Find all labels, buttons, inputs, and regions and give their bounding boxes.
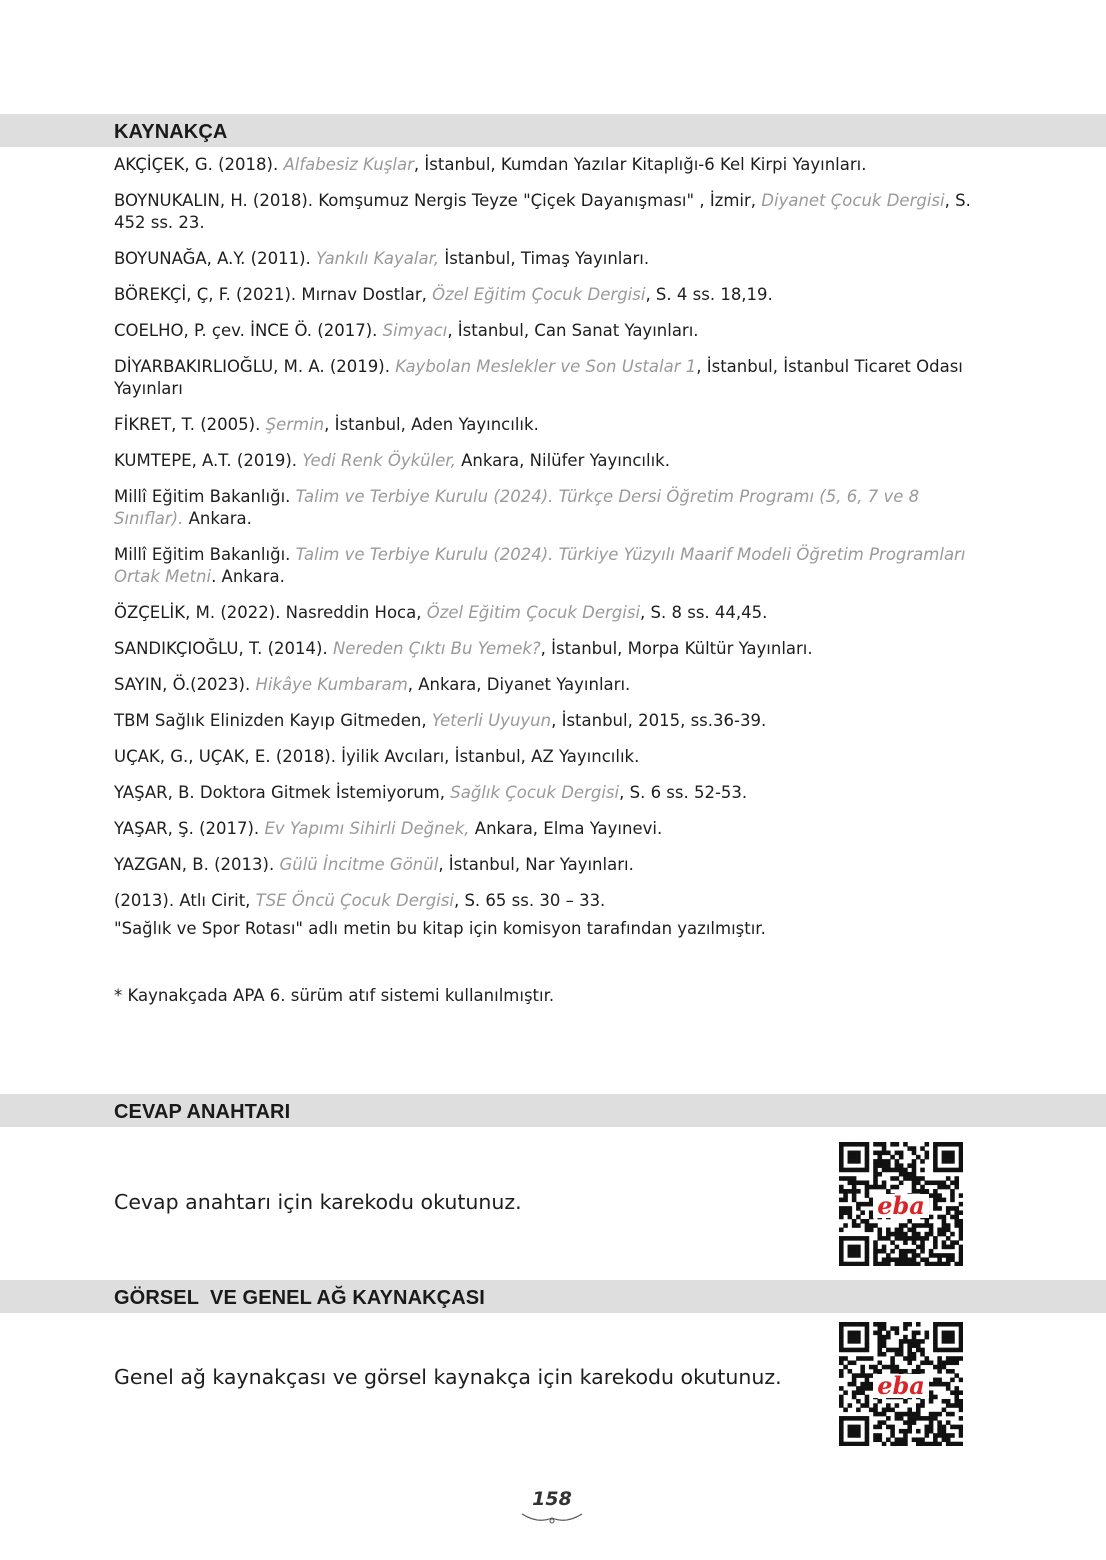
reference-text: YAZGAN, B. (2013). [114, 855, 280, 874]
reference-entry [114, 450, 984, 472]
reference-text: , S. 65 ss. 30 – 33. [453, 891, 606, 910]
reference-entry [114, 710, 984, 732]
reference-text: DİYARBAKIRLIOĞLU, M. A. (2019). [114, 357, 396, 376]
reference-text: , S. 4 ss. 18,19. [645, 285, 773, 304]
reference-text: SANDIKÇIOĞLU, T. (2014). [114, 639, 333, 658]
reference-entry [114, 746, 984, 768]
reference-text: , İstanbul, 2015, ss.36-39. [551, 711, 767, 730]
reference-entry [114, 486, 984, 530]
reference-text: BOYNUKALIN, H. (2018). Komşumuz Nergis Teyze "Çiçek Dayanışması" , İzmir, [114, 191, 762, 210]
reference-title: Alfabesiz Kuşlar [283, 155, 414, 174]
reference-text: BOYUNAĞA, A.Y. (2011). [114, 249, 316, 268]
cevap-qr-code[interactable] [839, 1142, 963, 1266]
eba-logo: eba [877, 1191, 925, 1220]
reference-text: YAŞAR, Ş. (2017). [114, 819, 265, 838]
reference-entry [114, 638, 984, 660]
reference-title: Özel Eğitim Çocuk Dergisi [426, 603, 641, 622]
reference-title: Gülü İncitme Gönül [279, 855, 439, 874]
page-number-text: 158 [532, 1488, 572, 1510]
reference-title: Yankılı Kayalar, [316, 249, 440, 268]
cevap-title: CEVAP ANAHTARI [114, 1101, 291, 1123]
reference-text: , İstanbul, İstanbul Ticaret Odası Yayınları [114, 357, 963, 398]
reference-title: Özel Eğitim Çocuk Dergisi [432, 285, 646, 304]
reference-text: YAŞAR, B. Doktora Gitmek İstemiyorum, [114, 783, 451, 802]
reference-text: . Ankara. [211, 567, 285, 586]
reference-text: İstanbul, Timaş Yayınları. [439, 249, 650, 268]
reference-text: Millî Eğitim Bakanlığı. [114, 487, 296, 506]
reference-entry [114, 918, 984, 940]
page-number [520, 1488, 584, 1532]
reference-entry [114, 890, 984, 912]
reference-entry [114, 782, 984, 804]
reference-title: Nereden Çıktı Bu Yemek? [332, 639, 541, 658]
reference-text: , İstanbul, Kumdan Yazılar Kitaplığı-6 Kel Kirpi Yayınları. [413, 155, 867, 174]
reference-title: TSE Öncü Çocuk Dergisi [255, 891, 454, 910]
reference-title: Talim ve Terbiye Kurulu (2024). Türkçe Dersi Öğretim Programı (5, 6, 7 ve 8 Sınıflar). [114, 487, 920, 528]
reference-entry [114, 674, 984, 696]
reference-text: , İstanbul, Nar Yayınları. [438, 855, 634, 874]
gorsel-title: GÖRSEL VE GENEL AĞ KAYNAKÇASI [114, 1287, 485, 1309]
reference-entry [114, 356, 984, 400]
page-ornament-icon [520, 1510, 584, 1526]
reference-title: Yedi Renk Öyküler, [302, 451, 456, 470]
reference-title: Sağlık Çocuk Dergisi [450, 783, 620, 802]
reference-entry [114, 414, 984, 436]
reference-title: Talim ve Terbiye Kurulu (2024). Türkiye Yüzyılı Maarif Modeli Öğretim Programları Ortak Metni [114, 545, 966, 586]
eba-logo: eba [877, 1371, 925, 1400]
reference-text: Millî Eğitim Bakanlığı. [114, 545, 296, 564]
apa-note: * Kaynakçada APA 6. sürüm atıf sistemi kullanılmıştır. [114, 986, 555, 1005]
reference-text: ÖZÇELİK, M. (2022). Nasreddin Hoca, [114, 603, 427, 622]
cevap-header-band [0, 1094, 1106, 1127]
reference-title: Simyacı [382, 321, 448, 340]
reference-entry [114, 602, 984, 624]
reference-text: , S. 452 ss. 23. [114, 191, 971, 232]
kaynakca-title: KAYNAKÇA [114, 121, 228, 143]
cevap-instruction: Cevap anahtarı için karekodu okutunuz. [114, 1190, 522, 1214]
reference-text: Ankara, Elma Yayınevi. [469, 819, 663, 838]
reference-text: , S. 6 ss. 52-53. [619, 783, 748, 802]
reference-text: KUMTEPE, A.T. (2019). [114, 451, 303, 470]
reference-entry [114, 818, 984, 840]
reference-list [114, 154, 984, 954]
reference-title: Ev Yapımı Sihirli Değnek, [264, 819, 470, 838]
gorsel-header-band [0, 1280, 1106, 1313]
reference-entry [114, 248, 984, 270]
reference-text: FİKRET, T. (2005). [114, 415, 266, 434]
reference-title: Hikâye Kumbaram [255, 675, 408, 694]
reference-text: TBM Sağlık Elinizden Kayıp Gitmeden, [114, 711, 432, 730]
reference-text: AKÇİÇEK, G. (2018). [114, 155, 284, 174]
reference-text: , İstanbul, Can Sanat Yayınları. [447, 321, 699, 340]
reference-text: COELHO, P. çev. İNCE Ö. (2017). [114, 321, 383, 340]
reference-entry [114, 154, 984, 176]
gorsel-qr-code[interactable] [839, 1322, 963, 1446]
reference-text: , İstanbul, Aden Yayıncılık. [324, 415, 539, 434]
reference-entry [114, 544, 984, 588]
reference-title: Şermin [265, 415, 325, 434]
reference-text: , Ankara, Diyanet Yayınları. [407, 675, 631, 694]
reference-text: (2013). Atlı Cirit, [114, 891, 256, 910]
reference-title: Yeterli Uyuyun [431, 711, 552, 730]
reference-entry [114, 854, 984, 876]
kaynakca-header-band [0, 114, 1106, 147]
reference-text: "Sağlık ve Spor Rotası" adlı metin bu kitap için komisyon tarafından yazılmıştır. [114, 919, 766, 938]
gorsel-instruction: Genel ağ kaynakçası ve görsel kaynakça için karekodu okutunuz. [114, 1365, 782, 1389]
reference-text: Ankara. [183, 509, 252, 528]
reference-text: SAYIN, Ö.(2023). [114, 675, 256, 694]
reference-text: , İstanbul, Morpa Kültür Yayınları. [540, 639, 813, 658]
reference-entry [114, 190, 984, 234]
reference-text: UÇAK, G., UÇAK, E. (2018). İyilik Avcıları, İstanbul, AZ Yayıncılık. [114, 747, 640, 766]
reference-text: Ankara, Nilüfer Yayıncılık. [455, 451, 670, 470]
reference-entry [114, 320, 984, 342]
reference-title: Diyanet Çocuk Dergisi [761, 191, 945, 210]
reference-text: BÖREKÇİ, Ç, F. (2021). Mırnav Dostlar, [114, 285, 433, 304]
reference-text: , S. 8 ss. 44,45. [640, 603, 768, 622]
reference-entry [114, 284, 984, 306]
reference-title: Kaybolan Meslekler ve Son Ustalar 1 [395, 357, 697, 376]
